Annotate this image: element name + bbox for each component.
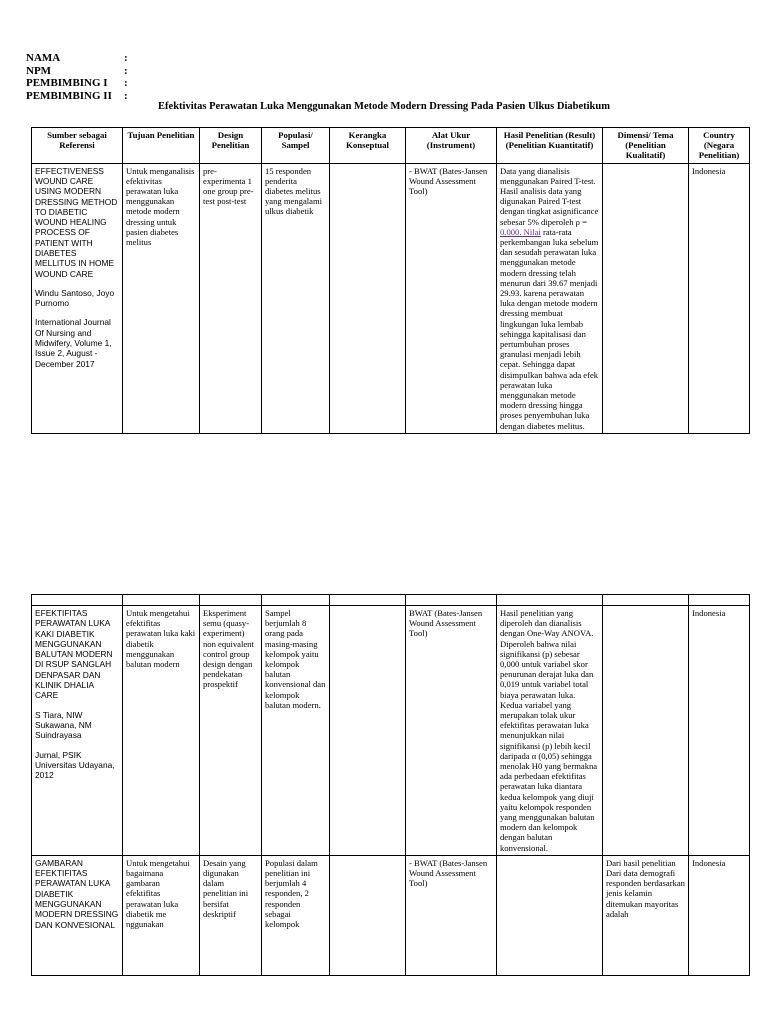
cell-alat: - BWAT (Bates-Jansen Wound Assessment Tool): [406, 163, 497, 433]
cell-dimensi: [603, 163, 689, 433]
sumber-title: EFFECTIVENESS WOUND CARE USING MODERN DRESSING METHOD TO DIABETIC WOUND HEALING PROCESS OF PATIENT WITH DIABETES MELLITUS IN HOME WOUND CARE: [35, 165, 118, 279]
table-row: [32, 163, 750, 433]
document-title: Efektivitas Perawatan Luka Menggunakan Metode Modern Dressing Pada Pasien Ulkus Diabetikum: [158, 101, 610, 112]
table-header-row: [32, 128, 750, 164]
cell-design: pre-experimenta 1 one group pre-test post-test: [200, 163, 262, 433]
cell-design: Desain yang digunakan dalam penelitian ini bersifat deskriptif: [200, 855, 262, 975]
field-label: NPM: [26, 64, 52, 77]
table-header-row-empty: [32, 595, 750, 606]
field-nama: [26, 52, 128, 65]
sumber-journal: International Journal Of Nursing and Midwifery, Volume 1, Issue 2, August - December 2017: [35, 317, 112, 369]
cell-sumber: [32, 606, 123, 856]
hasil-text-b: rata-rata perkembangan luka sebelum dan sesudah perawatan luka menggunakan metode modern dressing telah menurun dari 39.67 menjadi 29.93. karena perawatan luka dengan metode modern dressing membuat lingkungan luka lembab sehingga kapitalisasi dan pertumbuhan proses granulasi menjadi lebih cepat. Sehingga dapat disimpulkan bahwa ada efek perawatan luka menggunakan metode modern dressing hingga proses penyembuhan luka dengan diabetes melitus.: [500, 226, 599, 431]
header-fields: [26, 52, 128, 102]
col-alat: Alat Ukur (Instrument): [406, 128, 497, 164]
cell-populasi: 15 responden penderita diabetes melitus yang mengalami ulkus diabetik: [262, 163, 330, 433]
hasil-link[interactable]: 0.000. Nilai: [500, 226, 541, 237]
cell-tujuan: Untuk mengetahui efektifitas perawatan luka kaki diabetik menggunakan balutan modern: [123, 606, 200, 856]
literature-table-continued: [31, 594, 750, 976]
empty-cell: [330, 595, 406, 606]
empty-cell: [497, 595, 603, 606]
cell-kerangka: [330, 606, 406, 856]
col-sumber: Sumber sebagai Referensi: [32, 128, 123, 164]
field-separator: :: [124, 77, 128, 89]
col-country: Country (Negara Penelitian): [689, 128, 750, 164]
empty-cell: [200, 595, 262, 606]
cell-populasi: Populasi dalam penelitian ini berjumlah 4 responden, 2 responden sebagai kelompok: [262, 855, 330, 975]
cell-populasi: Sampel berjumlah 8 orang pada masing-masing kelompok yaitu kelompok balutan konvensional dan kelompok balutan modern.: [262, 606, 330, 856]
sumber-journal: Jurnal, PSIK Universitas Udayana, 2012: [35, 749, 115, 781]
cell-country: Indonesia: [689, 855, 750, 975]
sumber-title: EFEKTIFITAS PERAWATAN LUKA KAKI DIABETIK MENGGUNAKAN BALUTAN MODERN DI RSUP SANGLAH DENPASAR DAN KLINIK DHALIA CARE: [35, 608, 113, 701]
empty-cell: [406, 595, 497, 606]
empty-cell: [603, 595, 689, 606]
field-separator: :: [124, 89, 128, 102]
cell-sumber: [32, 163, 123, 433]
cell-sumber: [32, 855, 123, 975]
cell-dimensi: Dari hasil penelitian Dari data demografi responden berdasarkan jenis kelamin ditemukan mayoritas adalah: [603, 855, 689, 975]
empty-cell: [262, 595, 330, 606]
cell-design: Eksperiment semu (quasy-experiment) non equivalent control group design dengan pendekatan prospektif: [200, 606, 262, 856]
cell-country: Indonesia: [689, 606, 750, 856]
cell-dimensi: [603, 606, 689, 856]
literature-table: [31, 127, 750, 434]
col-hasil: Hasil Penelitian (Result) (Penelitian Kuantitatif): [497, 128, 603, 164]
cell-alat: - BWAT (Bates-Jansen Wound Assessment Tool): [406, 855, 497, 975]
sumber-authors: Windu Santoso, Joyo Purnomo: [35, 287, 115, 309]
table-row: [32, 606, 750, 856]
hasil-text-a: Data yang dianalisis menggunakan Paired T-test. Hasil analisis data yang digunakan Paired T-test dengan tingkat asignificance sebesar 5% diperoleh ρ =: [500, 165, 599, 227]
col-tujuan: Tujuan Penelitian: [123, 128, 200, 164]
field-label: PEMBIMBING II: [26, 89, 112, 102]
col-dimensi: Dimensi/ Tema (Penelitian Kualitatif): [603, 128, 689, 164]
cell-alat: BWAT (Bates-Jansen Wound Assessment Tool): [406, 606, 497, 856]
cell-hasil: Hasil penelitian yang diperoleh dan dianalisis dengan One-Way ANOVA. Diperoleh bahwa nilai signifikansi (p) sebesar 0,000 untuk variabel skor penurunan derajat luka dan 0,019 untuk variabel total biaya perawatan luka. Kedua variabel yang merupakan tolak ukur efektifitas perawatan luka menunjukkan nilai signifikansi (p) lebih kecil daripada α (0,05) sehingga menolak H0 yang bermakna ada perbedaan efektifitas perawatan luka diantara kedua kelompok yang diuji yaitu kelompok responden yang menggunakan balutan modern dan kelompok dengan balutan konvensional.: [497, 606, 603, 856]
col-design: Design Penelitian: [200, 128, 262, 164]
cell-tujuan: Untuk menganalisis efektivitas perawatan luka menggunakan metode modern dressing untuk pasien diabetes melitus: [123, 163, 200, 433]
cell-country: Indonesia: [689, 163, 750, 433]
field-label: PEMBIMBING I: [26, 77, 108, 89]
cell-kerangka: [330, 163, 406, 433]
cell-hasil: [497, 855, 603, 975]
cell-hasil: [497, 163, 603, 433]
sumber-title: GAMBARAN EFEKTIFITAS PERAWATAN LUKA DIABETIK MENGGUNAKAN MODERN DRESSING DAN KONVESIONAL: [35, 857, 119, 930]
empty-cell: [123, 595, 200, 606]
col-populasi: Populasi/ Sampel: [262, 128, 330, 164]
cell-kerangka: [330, 855, 406, 975]
empty-cell: [32, 595, 123, 606]
col-kerangka: Kerangka Konseptual: [330, 128, 406, 164]
sumber-authors: S Tiara, NIW Sukawana, NM Suindrayasa: [35, 709, 92, 741]
empty-cell: [689, 595, 750, 606]
field-separator: :: [124, 52, 128, 64]
field-npm: [26, 65, 128, 78]
field-separator: :: [124, 64, 128, 77]
field-pembimbing-1: [26, 77, 128, 90]
field-label: NAMA: [26, 52, 61, 64]
table-row: [32, 855, 750, 975]
cell-tujuan: Untuk mengetahui bagaimana gambaran efektifitas perawatan luka diabetik me nggunakan: [123, 855, 200, 975]
